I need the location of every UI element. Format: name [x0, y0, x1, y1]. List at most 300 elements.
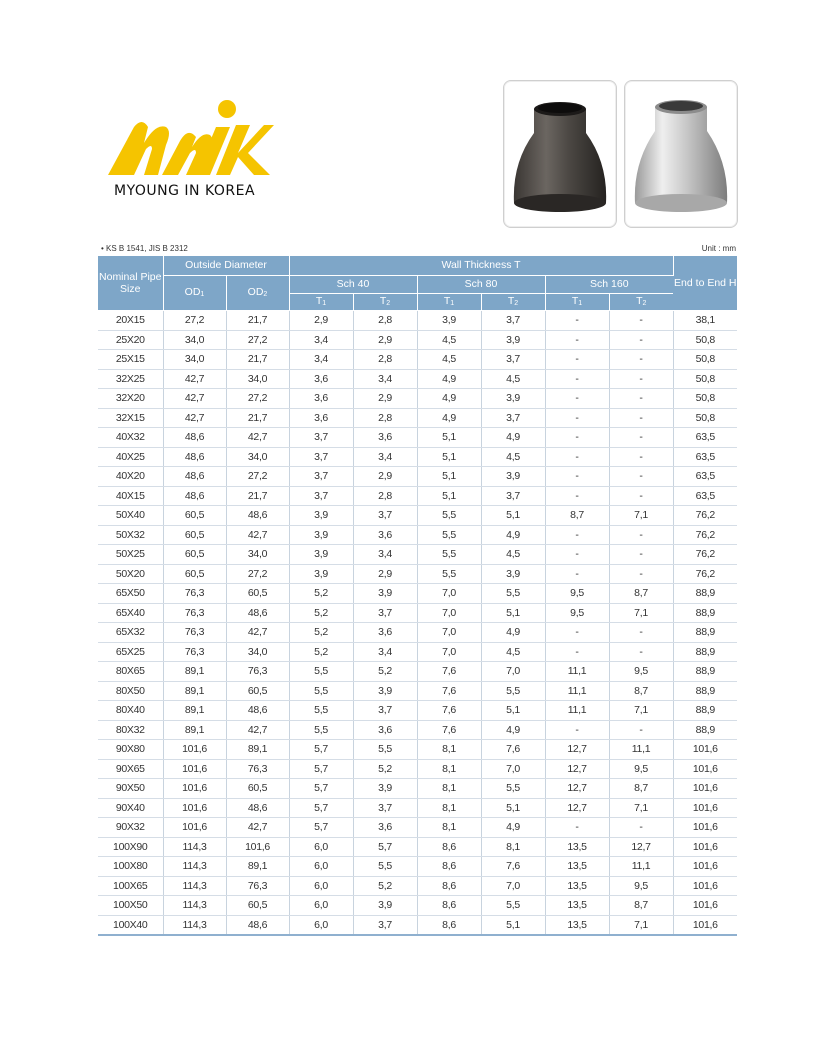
cell-sch80-t2: 4,9 [481, 525, 545, 545]
cell-end-to-end: 76,2 [673, 545, 737, 565]
table-row [98, 915, 737, 935]
cell-end-to-end: 63,5 [673, 428, 737, 448]
cell-sch160-t2: 12,7 [609, 837, 673, 857]
table-row [98, 857, 737, 877]
cell-sch80-t1: 4,9 [417, 369, 481, 389]
cell-size: 80X32 [98, 720, 163, 740]
cell-sch80-t2: 4,5 [481, 545, 545, 565]
cell-sch160-t1: - [545, 311, 609, 331]
cell-sch40-t2: 2,8 [353, 408, 417, 428]
cell-sch40-t2: 2,8 [353, 350, 417, 370]
cell-od2: 60,5 [226, 779, 289, 799]
cell-sch40-t2: 3,9 [353, 681, 417, 701]
table-row [98, 428, 737, 448]
cell-sch80-t1: 7,0 [417, 584, 481, 604]
table-row [98, 740, 737, 760]
brand-name: MYOUNG IN KOREA [114, 183, 256, 199]
cell-od1: 76,3 [163, 623, 226, 643]
cell-sch160-t1: 12,7 [545, 759, 609, 779]
cell-sch160-t1: 11,1 [545, 681, 609, 701]
cell-end-to-end: 76,2 [673, 525, 737, 545]
cell-size: 20X15 [98, 311, 163, 331]
cell-sch80-t2: 5,1 [481, 915, 545, 935]
cell-sch160-t1: 9,5 [545, 584, 609, 604]
cell-od2: 60,5 [226, 896, 289, 916]
cell-sch80-t2: 3,9 [481, 389, 545, 409]
cell-sch40-t1: 3,9 [289, 564, 353, 584]
cell-sch40-t2: 5,2 [353, 662, 417, 682]
cell-sch80-t1: 7,6 [417, 720, 481, 740]
cell-sch160-t2: - [609, 564, 673, 584]
cell-sch160-t1: - [545, 369, 609, 389]
cell-od1: 42,7 [163, 408, 226, 428]
cell-od1: 76,3 [163, 642, 226, 662]
cell-od2: 76,3 [226, 662, 289, 682]
cell-sch160-t2: 7,1 [609, 798, 673, 818]
table-row [98, 584, 737, 604]
cell-sch160-t2: - [609, 428, 673, 448]
cell-od1: 42,7 [163, 389, 226, 409]
cell-sch80-t1: 7,6 [417, 701, 481, 721]
cell-od2: 21,7 [226, 408, 289, 428]
table-row [98, 506, 737, 526]
cell-od1: 114,3 [163, 857, 226, 877]
cell-size: 32X25 [98, 369, 163, 389]
cell-sch80-t2: 4,9 [481, 818, 545, 838]
cell-sch80-t2: 3,7 [481, 486, 545, 506]
brand-logo [104, 97, 279, 209]
cell-sch160-t1: 11,1 [545, 662, 609, 682]
cell-od2: 48,6 [226, 915, 289, 935]
cell-sch80-t2: 7,0 [481, 759, 545, 779]
header-sch40-t2: $T_2$ [353, 294, 417, 311]
header-nominal-size: Nominal Pipe Size [98, 256, 163, 311]
cell-sch40-t2: 3,4 [353, 369, 417, 389]
cell-sch80-t2: 3,9 [481, 564, 545, 584]
cell-od2: 27,2 [226, 564, 289, 584]
cell-od1: 60,5 [163, 545, 226, 565]
cell-end-to-end: 50,8 [673, 350, 737, 370]
cell-end-to-end: 63,5 [673, 486, 737, 506]
cell-sch80-t2: 3,9 [481, 467, 545, 487]
cell-od1: 114,3 [163, 876, 226, 896]
cell-sch40-t1: 5,7 [289, 818, 353, 838]
cell-sch160-t1: - [545, 818, 609, 838]
table-row [98, 779, 737, 799]
cell-sch160-t2: - [609, 467, 673, 487]
header-end-to-end: End to End H [673, 256, 737, 311]
cell-sch40-t1: 5,2 [289, 584, 353, 604]
cell-sch160-t2: 7,1 [609, 701, 673, 721]
cell-sch160-t1: 12,7 [545, 740, 609, 760]
cell-sch40-t1: 3,4 [289, 350, 353, 370]
cell-od1: 101,6 [163, 798, 226, 818]
cell-sch40-t2: 5,2 [353, 759, 417, 779]
cell-od1: 89,1 [163, 681, 226, 701]
cell-size: 90X65 [98, 759, 163, 779]
cell-end-to-end: 63,5 [673, 467, 737, 487]
cell-end-to-end: 101,6 [673, 818, 737, 838]
cell-size: 40X15 [98, 486, 163, 506]
cell-sch80-t1: 5,1 [417, 428, 481, 448]
cell-sch160-t1: 13,5 [545, 915, 609, 935]
cell-sch40-t1: 6,0 [289, 857, 353, 877]
table-body [98, 311, 737, 936]
cell-sch160-t1: - [545, 447, 609, 467]
cell-sch80-t1: 8,1 [417, 740, 481, 760]
cell-od1: 101,6 [163, 740, 226, 760]
table-row [98, 701, 737, 721]
cell-sch160-t2: 7,1 [609, 506, 673, 526]
cell-od2: 60,5 [226, 681, 289, 701]
cell-sch40-t1: 5,7 [289, 740, 353, 760]
cell-sch160-t1: - [545, 525, 609, 545]
cell-od1: 48,6 [163, 447, 226, 467]
cell-end-to-end: 101,6 [673, 857, 737, 877]
cell-sch160-t2: - [609, 408, 673, 428]
cell-od1: 27,2 [163, 311, 226, 331]
cell-end-to-end: 76,2 [673, 564, 737, 584]
cell-sch80-t2: 7,0 [481, 876, 545, 896]
cell-sch160-t2: - [609, 350, 673, 370]
table-row [98, 623, 737, 643]
cell-sch80-t1: 4,5 [417, 330, 481, 350]
cell-sch80-t1: 5,1 [417, 447, 481, 467]
cell-end-to-end: 101,6 [673, 896, 737, 916]
cell-od2: 42,7 [226, 623, 289, 643]
cell-sch80-t1: 5,5 [417, 525, 481, 545]
table-row [98, 603, 737, 623]
cell-sch40-t1: 2,9 [289, 311, 353, 331]
cell-sch40-t2: 3,9 [353, 584, 417, 604]
cell-sch40-t1: 3,9 [289, 545, 353, 565]
cell-sch160-t1: - [545, 350, 609, 370]
cell-size: 90X32 [98, 818, 163, 838]
cell-sch40-t2: 5,5 [353, 740, 417, 760]
cell-sch160-t2: - [609, 818, 673, 838]
table-row [98, 837, 737, 857]
cell-sch40-t1: 6,0 [289, 896, 353, 916]
header-sch160-t1: $T_1$ [545, 294, 609, 311]
black-reducer-image [504, 81, 616, 227]
cell-sch80-t2: 3,9 [481, 330, 545, 350]
cell-od1: 34,0 [163, 350, 226, 370]
cell-sch40-t2: 3,6 [353, 428, 417, 448]
cell-od1: 114,3 [163, 915, 226, 935]
cell-sch40-t1: 5,5 [289, 701, 353, 721]
cell-od1: 101,6 [163, 818, 226, 838]
table-row [98, 330, 737, 350]
cell-od1: 114,3 [163, 896, 226, 916]
cell-sch80-t1: 7,6 [417, 662, 481, 682]
table-row [98, 545, 737, 565]
cell-sch160-t1: 9,5 [545, 603, 609, 623]
cell-sch160-t2: 11,1 [609, 857, 673, 877]
cell-sch160-t1: - [545, 428, 609, 448]
cell-od2: 27,2 [226, 467, 289, 487]
cell-size: 25X15 [98, 350, 163, 370]
cell-size: 65X32 [98, 623, 163, 643]
cell-size: 80X50 [98, 681, 163, 701]
table-row [98, 798, 737, 818]
cell-sch160-t2: 8,7 [609, 779, 673, 799]
cell-end-to-end: 50,8 [673, 408, 737, 428]
cell-od1: 89,1 [163, 720, 226, 740]
cell-size: 50X25 [98, 545, 163, 565]
table-row [98, 642, 737, 662]
cell-od2: 21,7 [226, 486, 289, 506]
cell-sch160-t2: - [609, 369, 673, 389]
cell-sch80-t1: 8,1 [417, 779, 481, 799]
cell-sch80-t2: 5,5 [481, 896, 545, 916]
cell-sch160-t1: 13,5 [545, 876, 609, 896]
cell-sch160-t2: - [609, 642, 673, 662]
cell-sch40-t2: 3,9 [353, 896, 417, 916]
cell-sch160-t2: 7,1 [609, 603, 673, 623]
cell-sch160-t1: - [545, 564, 609, 584]
cell-sch160-t1: - [545, 408, 609, 428]
cell-sch80-t1: 8,6 [417, 896, 481, 916]
cell-sch160-t2: - [609, 311, 673, 331]
cell-sch80-t2: 7,0 [481, 662, 545, 682]
cell-sch40-t1: 6,0 [289, 837, 353, 857]
cell-size: 80X40 [98, 701, 163, 721]
cell-end-to-end: 38,1 [673, 311, 737, 331]
cell-sch80-t1: 8,6 [417, 857, 481, 877]
cell-size: 50X32 [98, 525, 163, 545]
cell-od2: 34,0 [226, 369, 289, 389]
cell-sch80-t1: 4,5 [417, 350, 481, 370]
cell-size: 40X20 [98, 467, 163, 487]
cell-sch160-t1: - [545, 330, 609, 350]
cell-size: 90X40 [98, 798, 163, 818]
cell-sch160-t2: - [609, 545, 673, 565]
cell-sch40-t1: 5,5 [289, 720, 353, 740]
cell-sch160-t1: - [545, 389, 609, 409]
cell-size: 90X80 [98, 740, 163, 760]
cell-sch80-t2: 4,9 [481, 428, 545, 448]
cell-od1: 114,3 [163, 837, 226, 857]
cell-sch40-t1: 3,6 [289, 389, 353, 409]
cell-sch80-t1: 4,9 [417, 389, 481, 409]
cell-sch80-t2: 4,5 [481, 642, 545, 662]
table-row [98, 350, 737, 370]
cell-end-to-end: 50,8 [673, 389, 737, 409]
cell-size: 40X25 [98, 447, 163, 467]
cell-sch80-t2: 4,5 [481, 369, 545, 389]
cell-end-to-end: 88,9 [673, 701, 737, 721]
cell-sch80-t2: 3,7 [481, 311, 545, 331]
table-row [98, 818, 737, 838]
cell-sch80-t1: 8,1 [417, 798, 481, 818]
cell-size: 100X50 [98, 896, 163, 916]
cell-od1: 48,6 [163, 428, 226, 448]
cell-end-to-end: 50,8 [673, 330, 737, 350]
cell-sch160-t2: - [609, 447, 673, 467]
cell-sch160-t2: 9,5 [609, 759, 673, 779]
cell-size: 25X20 [98, 330, 163, 350]
cell-sch40-t2: 2,9 [353, 564, 417, 584]
cell-sch160-t2: 11,1 [609, 740, 673, 760]
cell-sch40-t2: 3,6 [353, 623, 417, 643]
cell-od1: 60,5 [163, 564, 226, 584]
header-sch40-t1: $T_1$ [289, 294, 353, 311]
cell-od2: 101,6 [226, 837, 289, 857]
cell-sch80-t1: 8,1 [417, 759, 481, 779]
cell-sch160-t1: - [545, 467, 609, 487]
cell-od1: 42,7 [163, 369, 226, 389]
cell-od1: 89,1 [163, 662, 226, 682]
cell-sch40-t1: 5,7 [289, 759, 353, 779]
cell-size: 100X90 [98, 837, 163, 857]
cell-od2: 48,6 [226, 506, 289, 526]
cell-end-to-end: 101,6 [673, 798, 737, 818]
cell-sch40-t2: 3,7 [353, 603, 417, 623]
cell-sch40-t2: 2,9 [353, 467, 417, 487]
cell-sch80-t2: 5,5 [481, 681, 545, 701]
cell-od1: 48,6 [163, 467, 226, 487]
cell-sch40-t2: 3,9 [353, 779, 417, 799]
cell-sch40-t1: 6,0 [289, 915, 353, 935]
cell-sch40-t2: 3,7 [353, 915, 417, 935]
cell-od2: 42,7 [226, 428, 289, 448]
cell-od1: 76,3 [163, 603, 226, 623]
cell-sch80-t2: 7,6 [481, 857, 545, 877]
cell-sch40-t1: 6,0 [289, 876, 353, 896]
cell-sch40-t1: 3,7 [289, 486, 353, 506]
cell-od2: 42,7 [226, 525, 289, 545]
cell-od2: 21,7 [226, 311, 289, 331]
cell-end-to-end: 63,5 [673, 447, 737, 467]
cell-size: 90X50 [98, 779, 163, 799]
cell-od2: 34,0 [226, 447, 289, 467]
cell-od2: 48,6 [226, 701, 289, 721]
cell-sch160-t2: - [609, 623, 673, 643]
cell-sch80-t1: 5,5 [417, 545, 481, 565]
cell-sch80-t2: 4,5 [481, 447, 545, 467]
cell-sch40-t1: 3,7 [289, 428, 353, 448]
cell-end-to-end: 101,6 [673, 740, 737, 760]
cell-sch40-t2: 2,9 [353, 389, 417, 409]
cell-size: 65X25 [98, 642, 163, 662]
cell-sch40-t2: 5,5 [353, 857, 417, 877]
cell-sch80-t1: 3,9 [417, 311, 481, 331]
cell-od2: 34,0 [226, 545, 289, 565]
cell-sch80-t1: 8,6 [417, 837, 481, 857]
cell-od1: 34,0 [163, 330, 226, 350]
cell-od2: 27,2 [226, 389, 289, 409]
cell-sch160-t1: 13,5 [545, 837, 609, 857]
cell-sch40-t2: 3,4 [353, 642, 417, 662]
header-sch160-t2: $T_2$ [609, 294, 673, 311]
table-row [98, 876, 737, 896]
cell-end-to-end: 50,8 [673, 369, 737, 389]
cell-end-to-end: 88,9 [673, 603, 737, 623]
cell-od2: 27,2 [226, 330, 289, 350]
cell-od1: 48,6 [163, 486, 226, 506]
cell-sch40-t1: 5,2 [289, 642, 353, 662]
cell-sch40-t2: 2,8 [353, 311, 417, 331]
cell-od1: 60,5 [163, 525, 226, 545]
cell-sch80-t1: 4,9 [417, 408, 481, 428]
cell-sch80-t1: 5,1 [417, 467, 481, 487]
cell-sch40-t2: 5,7 [353, 837, 417, 857]
table-row [98, 720, 737, 740]
cell-sch40-t1: 5,5 [289, 681, 353, 701]
cell-od2: 89,1 [226, 740, 289, 760]
cell-end-to-end: 101,6 [673, 876, 737, 896]
cell-end-to-end: 76,2 [673, 506, 737, 526]
cell-od2: 42,7 [226, 720, 289, 740]
cell-od1: 101,6 [163, 759, 226, 779]
cell-sch80-t1: 7,6 [417, 681, 481, 701]
table-row [98, 486, 737, 506]
cell-sch160-t2: 7,1 [609, 915, 673, 935]
cell-sch40-t1: 3,6 [289, 369, 353, 389]
table-row [98, 662, 737, 682]
cell-sch80-t1: 8,6 [417, 876, 481, 896]
cell-sch80-t2: 5,1 [481, 798, 545, 818]
cell-sch80-t2: 8,1 [481, 837, 545, 857]
header-sch160: Sch 160 [545, 276, 673, 294]
cell-sch160-t2: 8,7 [609, 896, 673, 916]
header-outside-diameter: Outside Diameter [163, 256, 289, 276]
cell-sch40-t1: 5,2 [289, 623, 353, 643]
cell-sch40-t1: 3,6 [289, 408, 353, 428]
cell-sch80-t2: 3,7 [481, 350, 545, 370]
cell-od2: 76,3 [226, 876, 289, 896]
cell-sch40-t2: 3,4 [353, 545, 417, 565]
cell-size: 40X32 [98, 428, 163, 448]
header-sch40: Sch 40 [289, 276, 417, 294]
cell-sch40-t1: 3,4 [289, 330, 353, 350]
table-row [98, 369, 737, 389]
cell-size: 80X65 [98, 662, 163, 682]
cell-od2: 48,6 [226, 603, 289, 623]
cell-sch80-t1: 5,1 [417, 486, 481, 506]
black-reducer-photo [503, 80, 617, 228]
table-row [98, 311, 737, 331]
table-row [98, 408, 737, 428]
table-row [98, 564, 737, 584]
mik-logo-mark [104, 97, 274, 179]
cell-od1: 76,3 [163, 584, 226, 604]
galvanized-reducer-photo [624, 80, 738, 228]
cell-od1: 89,1 [163, 701, 226, 721]
cell-sch40-t2: 3,7 [353, 798, 417, 818]
cell-sch80-t2: 5,5 [481, 779, 545, 799]
header-wall-thickness: Wall Thickness T [289, 256, 673, 276]
cell-sch160-t1: - [545, 642, 609, 662]
header-od1: $OD_1$ [163, 276, 226, 311]
table-row [98, 896, 737, 916]
cell-sch160-t2: 8,7 [609, 681, 673, 701]
reducer-dimension-table [98, 256, 737, 936]
cell-sch160-t1: - [545, 623, 609, 643]
cell-sch80-t1: 8,6 [417, 915, 481, 935]
cell-sch160-t1: 8,7 [545, 506, 609, 526]
cell-sch40-t2: 3,6 [353, 818, 417, 838]
cell-end-to-end: 101,6 [673, 915, 737, 935]
cell-size: 32X20 [98, 389, 163, 409]
cell-size: 65X40 [98, 603, 163, 623]
cell-sch40-t1: 5,5 [289, 662, 353, 682]
cell-sch160-t2: 9,5 [609, 876, 673, 896]
cell-end-to-end: 88,9 [673, 584, 737, 604]
table-row [98, 759, 737, 779]
cell-sch80-t1: 5,5 [417, 506, 481, 526]
cell-sch80-t2: 7,6 [481, 740, 545, 760]
